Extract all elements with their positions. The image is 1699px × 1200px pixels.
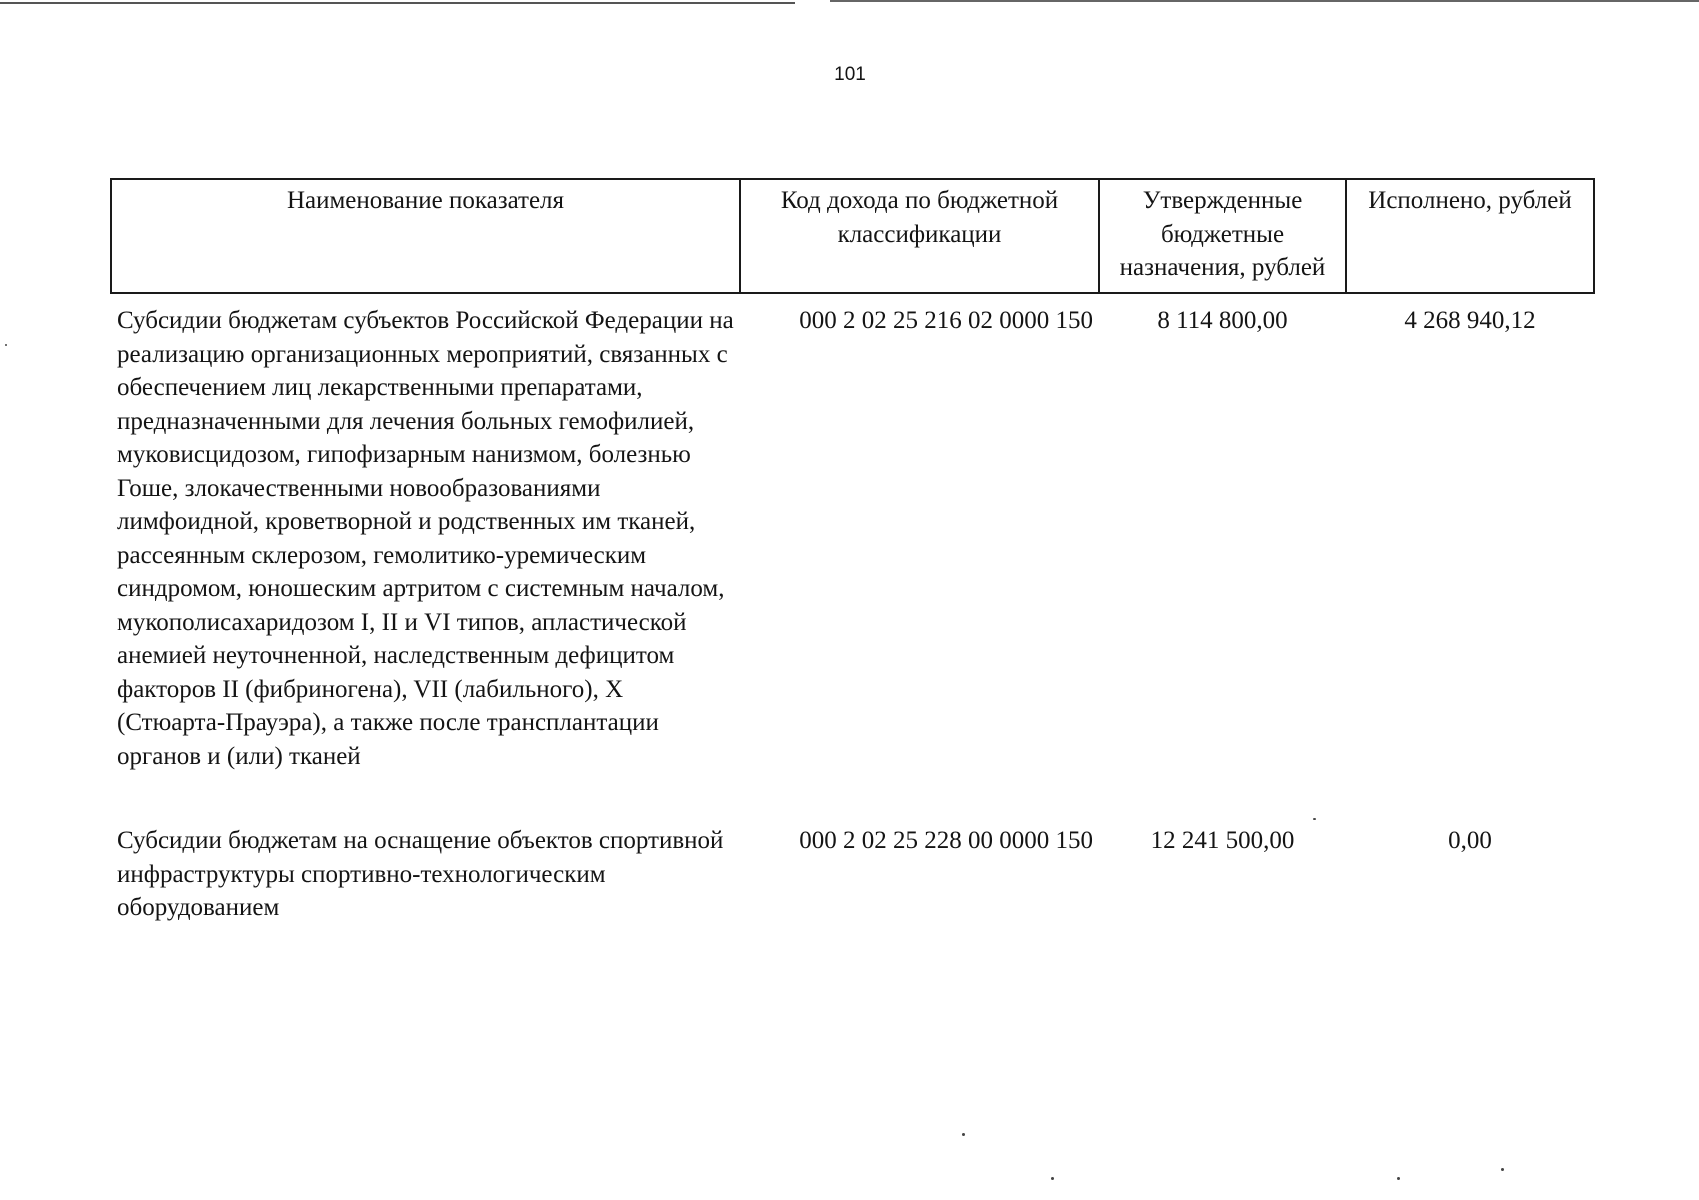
- header-executed-amount: Исполнено, рублей: [1346, 179, 1594, 293]
- approved-amount: 8 114 800,00: [1157, 307, 1288, 334]
- scan-speck: [962, 1133, 965, 1136]
- table-row: [111, 824, 1594, 925]
- indicator-name: Субсидии бюджетам на оснащение объектов спортивной инфраструктуры спортивно-технологическим оборудованием: [117, 827, 724, 921]
- scan-speck: [1313, 818, 1316, 820]
- header-income-code: Код дохода по бюджетной классификации: [740, 179, 1099, 293]
- page-number: 101: [834, 64, 866, 85]
- scan-speck: [1501, 1168, 1504, 1171]
- scan-edge-line: [0, 2, 795, 4]
- header-indicator-name: Наименование показателя: [111, 179, 740, 293]
- executed-amount: 0,00: [1448, 827, 1492, 854]
- table-row: [111, 293, 1594, 824]
- scan-speck: [5, 344, 7, 346]
- scan-edge-line: [830, 0, 1699, 2]
- indicator-name: Субсидии бюджетам субъектов Российской Федерации на реализацию организационных мероприятий, связанных с обеспечением лиц лекарственными препаратами, предназначенными для лечения больных гемофилией, муковисцидозом, гипофизарным нанизмом, болезнью Гоше, злокачественными новообразованиями лимфоидной, кроветворной и родственных им тканей, рассеянным склерозом, гемолитико-уремическим синдромом, юношеским артритом с системным началом, мукополисахаридозом I, II и VI типов, апластической анемией неуточненной, наследственным дефицитом факторов II (фибриногена), VII (лабильного), X (Стюарта-Прауэра), а также после трансплантации органов и (или) тканей: [117, 307, 734, 770]
- income-code: 000 2 02 25 228 00 0000 150: [799, 827, 1093, 854]
- table-header-row: [111, 179, 1594, 293]
- scan-speck: [1051, 1177, 1054, 1180]
- executed-amount: 4 268 940,12: [1404, 307, 1536, 334]
- scan-speck: [1397, 1177, 1400, 1180]
- approved-amount: 12 241 500,00: [1150, 827, 1295, 854]
- income-code: 000 2 02 25 216 02 0000 150: [799, 307, 1093, 334]
- header-approved-amount: Утвержденные бюджетные назначения, рублей: [1099, 179, 1346, 293]
- budget-execution-table: [110, 178, 1595, 925]
